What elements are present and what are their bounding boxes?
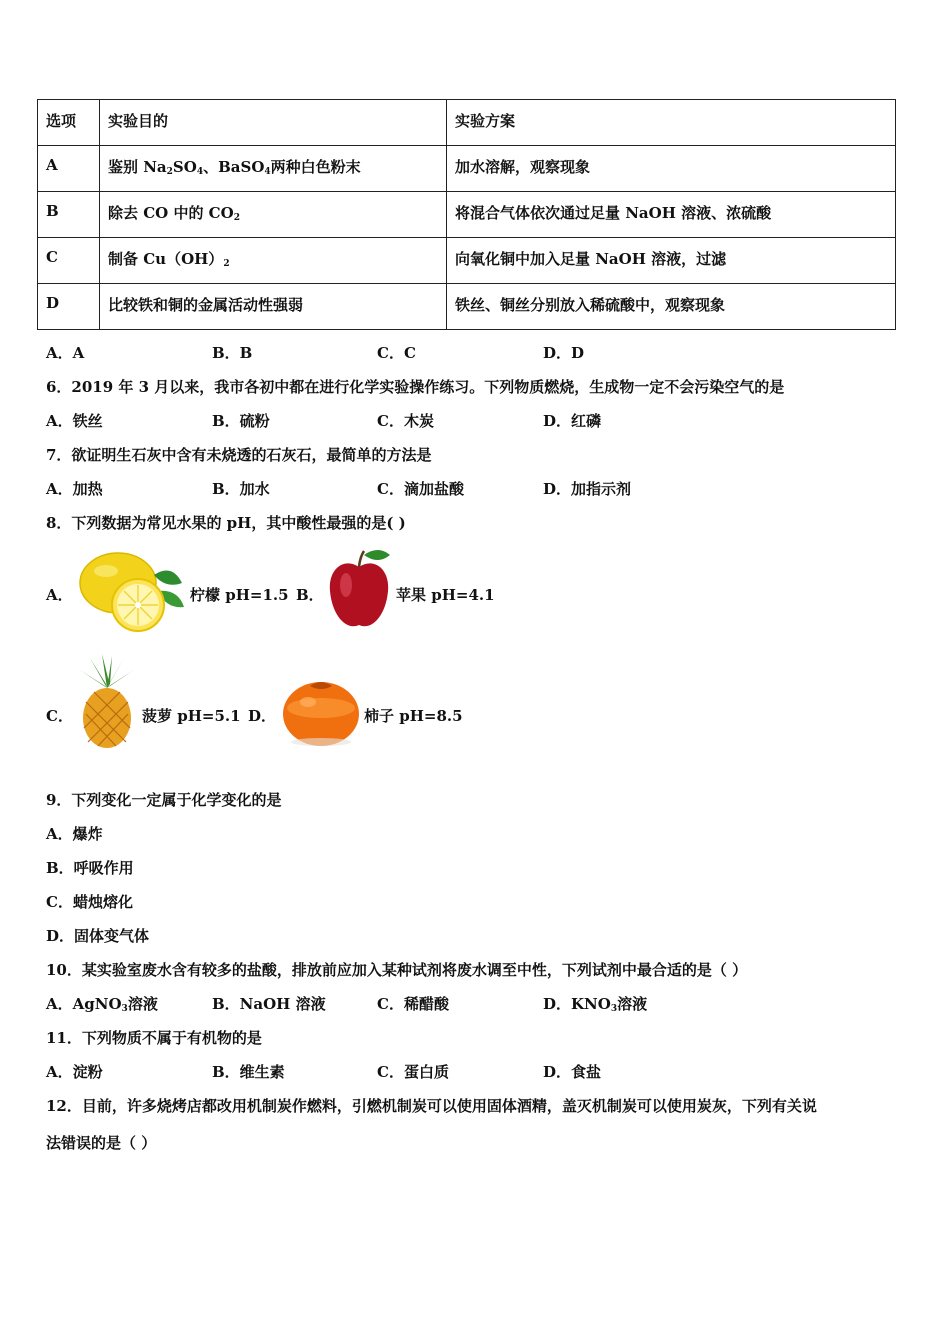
row-option: C [38,238,100,284]
q9-option-c: C．蜡烛熔化 [46,893,133,911]
q5-option-d: D．D [543,344,585,362]
q10-option-a: A．AgNO$_3$溶液 [46,995,158,1014]
persimmon-image [280,672,362,752]
row-purpose: 除去 CO 中的 $CO_2$ [100,192,447,238]
q9-stem: 9．下列变化一定属于化学变化的是 [46,791,282,809]
q8-option-a-label: 柠檬 pH=1.5 [190,586,289,604]
row-plan: 向氧化铜中加入足量 NaOH 溶液，过滤 [447,238,896,284]
apple-image [324,545,394,633]
q6-option-c: C．木炭 [377,412,434,430]
q10-stem: 10．某实验室废水含有较多的盐酸，排放前应加入某种试剂将废水调至中性，下列试剂中最合适的是（ ） [46,961,748,979]
row-option: A [38,146,100,192]
row-purpose: 鉴别 $Na_2SO_4$、BaSO$_4$两种白色粉末 [100,146,447,192]
q6-option-a: A．铁丝 [46,412,103,430]
q7-option-a: A．加热 [46,480,103,498]
q7-option-b: B．加水 [212,480,270,498]
q6-option-b: B．硫粉 [212,412,270,430]
q8-option-b-label: 苹果 pH=4.1 [396,586,495,604]
row-option: B [38,192,100,238]
q12-stem-line2: 法错误的是（ ） [46,1134,157,1152]
table-row [38,192,896,238]
q11-option-a: A．淀粉 [46,1063,103,1081]
row-plan: 加水溶解，观察现象 [447,146,896,192]
row-plan: 铁丝、铜丝分别放入稀硫酸中，观察现象 [447,284,896,330]
q8-option-b-letter: B． [296,586,324,604]
table-row [38,238,896,284]
header-option: 选项 [38,100,100,146]
q8-option-d-letter: D． [248,707,277,725]
table-header-row [38,100,896,146]
row-plan: 将混合气体依次通过足量 NaOH 溶液、浓硫酸 [447,192,896,238]
pineapple-image [76,652,138,750]
header-plan: 实验方案 [447,100,896,146]
q10-option-d: D．$KNO_3$溶液 [543,995,648,1014]
q9-option-b: B．呼吸作用 [46,859,134,877]
q5-option-a: A．A [46,344,85,362]
table-row [38,146,896,192]
row-purpose: 比较铁和铜的金属活动性强弱 [100,284,447,330]
q11-option-c: C．蛋白质 [377,1063,449,1081]
q8-stem: 8．下列数据为常见水果的 pH，其中酸性最强的是( ) [46,514,406,532]
q8-option-c-label: 菠萝 pH=5.1 [142,707,241,725]
q7-stem: 7．欲证明生石灰中含有未烧透的石灰石，最简单的方法是 [46,446,432,464]
experiment-table [37,99,896,330]
q8-option-c-letter: C． [46,707,73,725]
header-purpose: 实验目的 [100,100,447,146]
q12-stem-line1: 12．目前，许多烧烤店都改用机制炭作燃料，引燃机制炭可以使用固体酒精，盖灭机制炭可以使用炭灰，下列有关说 [46,1097,817,1115]
table-row [38,284,896,330]
q11-stem: 11．下列物质不属于有机物的是 [46,1029,262,1047]
q9-option-a: A．爆炸 [46,825,103,843]
q8-option-a-letter: A． [46,586,73,604]
q10-option-b: B．NaOH 溶液 [212,995,326,1013]
row-option: D [38,284,100,330]
q11-option-b: B．维生素 [212,1063,285,1081]
q9-option-d: D．固体变气体 [46,927,150,945]
row-purpose: 制备 $Cu(OH)_2$ [100,238,447,284]
q11-option-d: D．食盐 [543,1063,602,1081]
lemon-image [74,545,188,635]
q6-option-d: D．红磷 [543,412,602,430]
q7-option-d: D．加指示剂 [543,480,632,498]
q10-option-c: C．稀醋酸 [377,995,449,1013]
q5-option-b: B．B [212,344,253,362]
q5-option-c: C．C [377,344,416,362]
q7-option-c: C．滴加盐酸 [377,480,464,498]
q6-stem: 6．2019 年 3 月以来，我市各初中都在进行化学实验操作练习。下列物质燃烧，生成物一定不会污染空气的是 [46,378,785,396]
q8-option-d-label: 柿子 pH=8.5 [364,707,463,725]
